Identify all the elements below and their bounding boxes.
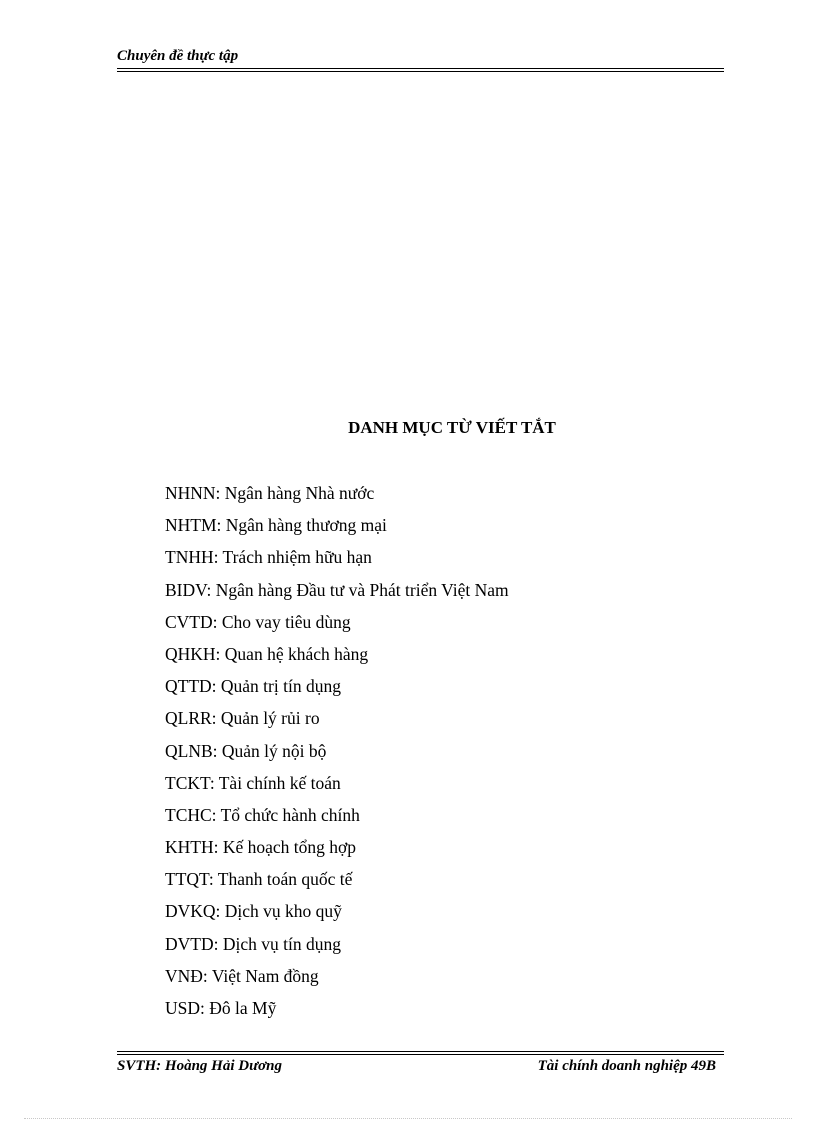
list-item: TTQT: Thanh toán quốc tế	[165, 869, 353, 890]
list-item: TNHH: Trách nhiệm hữu hạn	[165, 547, 372, 568]
list-item: DVKQ: Dịch vụ kho quỹ	[165, 901, 342, 922]
footer-class: Tài chính doanh nghiệp 49B	[537, 1058, 716, 1074]
header-title: Chuyên đề thực tập	[117, 48, 239, 64]
list-item: QTTD: Quản trị tín dụng	[165, 676, 341, 697]
list-item: KHTH: Kế hoạch tổng hợp	[165, 837, 357, 858]
list-item: USD: Đô la Mỹ	[165, 998, 277, 1018]
page-title: DANH MỤC TỪ VIẾT TẮT	[348, 418, 556, 437]
header-rule-top	[117, 68, 724, 69]
footer-rule-top	[117, 1051, 724, 1052]
list-item: TCHC: Tổ chức hành chính	[165, 804, 360, 825]
list-item: DVTD: Dịch vụ tín dụng	[165, 933, 341, 954]
list-item: QLRR: Quản lý rủi ro	[165, 708, 320, 729]
list-item: QLNB: Quản lý nội bộ	[165, 740, 327, 761]
abbreviation-list	[165, 480, 509, 1027]
list-item: VNĐ: Việt Nam đồng	[165, 965, 319, 986]
footer-rule-bottom	[117, 1054, 724, 1055]
page-edge-divider	[24, 1118, 792, 1119]
footer-student: SVTH: Hoàng Hải Dương	[117, 1058, 282, 1074]
list-item: TCKT: Tài chính kế toán	[165, 772, 341, 793]
list-item: NHNN: Ngân hàng Nhà nước	[165, 483, 375, 503]
list-item: NHTM: Ngân hàng thương mại	[165, 515, 387, 536]
list-item: BIDV: Ngân hàng Đầu tư và Phát triển Việt Nam	[165, 579, 509, 600]
list-item: CVTD: Cho vay tiêu dùng	[165, 611, 351, 632]
list-item: QHKH: Quan hệ khách hàng	[165, 643, 369, 664]
header-rule-bottom	[117, 71, 724, 72]
